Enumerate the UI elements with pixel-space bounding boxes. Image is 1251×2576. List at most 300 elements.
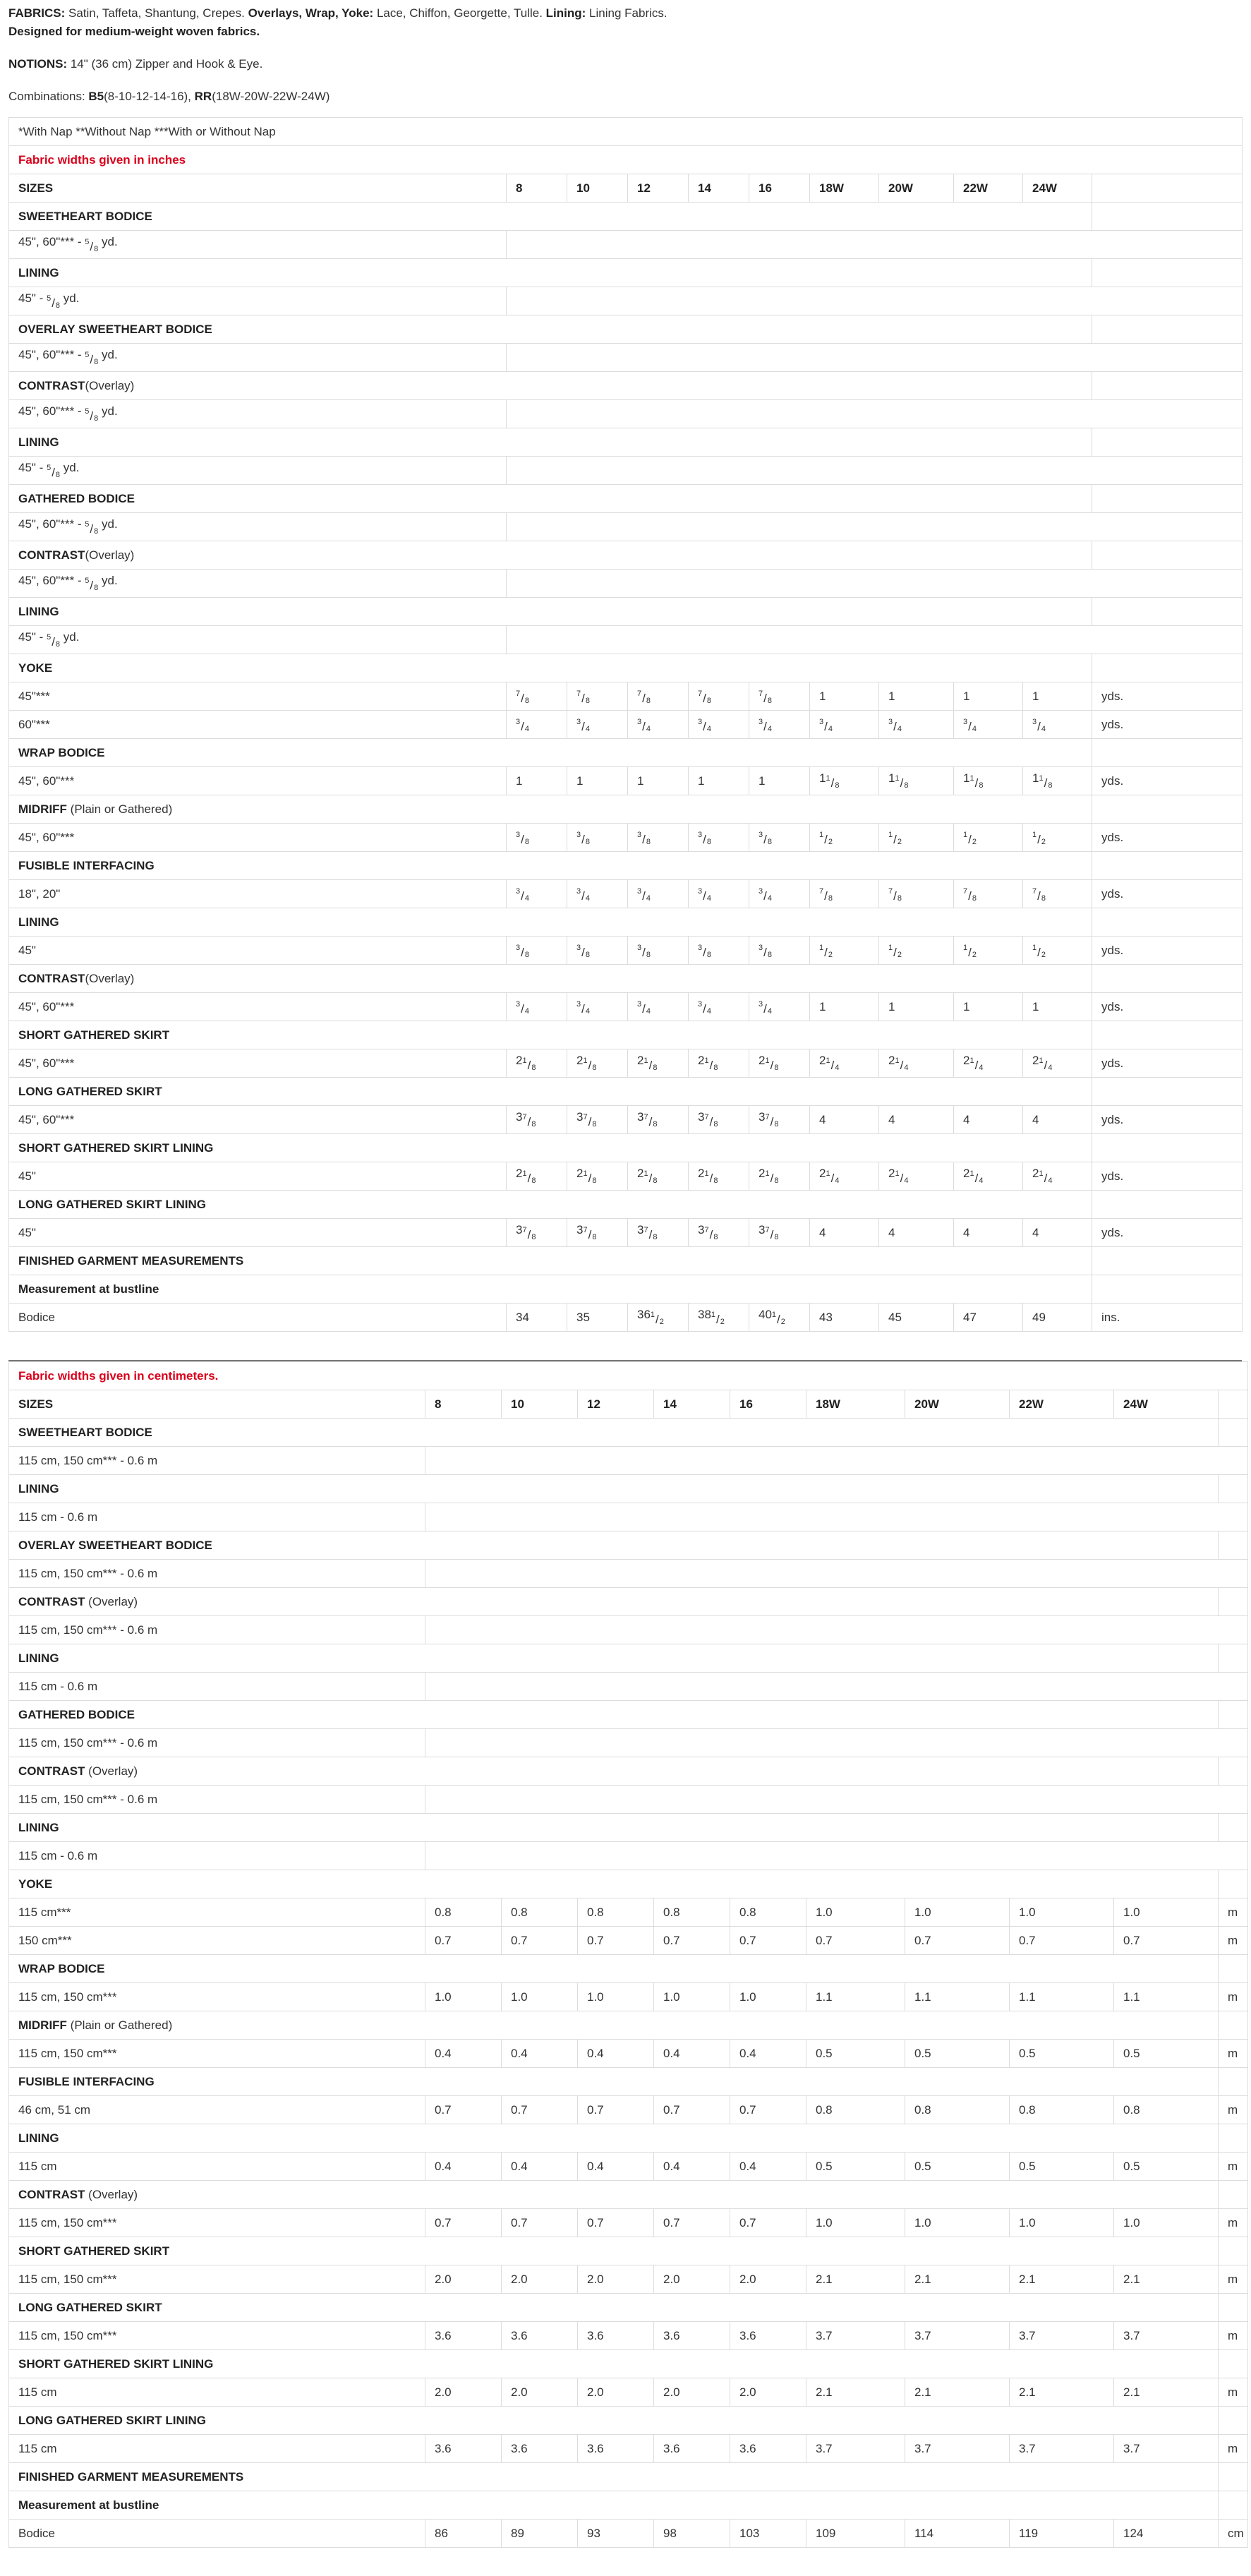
yardage-unit: yd. (60, 630, 80, 644)
yardage-label (9, 626, 507, 654)
section-spacer (1219, 1419, 1248, 1447)
fabric-width-label: 18", 20" (9, 880, 507, 908)
size-18w: 18W (810, 174, 879, 203)
yardage-value: 0.5 (905, 2040, 1010, 2068)
unit-label: yds. (1092, 937, 1243, 965)
yardage-value: 3.6 (425, 2435, 502, 2463)
yardage-fraction: $^5$ / $_8$ (47, 633, 61, 649)
section-heading (9, 1644, 1219, 1673)
yardage-value: 1.0 (806, 1898, 905, 1927)
section-label: SHORT GATHERED SKIRT LINING (18, 2357, 214, 2371)
yardage-label (9, 1447, 425, 1475)
yardage-value: 1 $^1$ / $_8$ (1023, 767, 1092, 795)
all-sizes-blank (425, 1842, 1248, 1870)
section-heading (9, 203, 1092, 231)
overlays-label: Overlays, Wrap, Yoke: (248, 6, 374, 20)
yardage-value: $^3$ / $_8$ (689, 937, 749, 965)
table-title: Fabric widths given in centimeters. (9, 1362, 1248, 1390)
section-note: (Overlay) (85, 378, 135, 392)
yardage-value: 124 (1114, 2520, 1219, 2548)
combination-rr: RR (194, 90, 212, 103)
yardage-value: 0.7 (905, 1927, 1010, 1955)
all-sizes-blank (507, 344, 1243, 372)
yardage-value: $^3$ / $_4$ (507, 711, 567, 739)
section-label: LONG GATHERED SKIRT (18, 1084, 162, 1098)
section-heading (9, 2124, 1219, 2153)
yardage-label (9, 1673, 425, 1701)
yardage-value: 1.0 (425, 1983, 502, 2011)
section-spacer (1092, 598, 1243, 626)
yardage-value: 89 (502, 2520, 578, 2548)
yardage-value: 1.0 (578, 1983, 654, 2011)
section-heading (9, 2181, 1219, 2209)
yardage-value: 109 (806, 2520, 905, 2548)
section-label: CONTRAST (18, 2187, 85, 2201)
combination-b5: B5 (88, 90, 104, 103)
yardage-value: 4 (810, 1219, 879, 1247)
size-14: 14 (689, 174, 749, 203)
yardage-value: 0.4 (425, 2153, 502, 2181)
fabric-width-label: 60"*** (9, 711, 507, 739)
section-spacer (1219, 2463, 1248, 2491)
section-spacer (1092, 852, 1243, 880)
section-heading (9, 1475, 1219, 1503)
yardage-value: 0.7 (1010, 1927, 1114, 1955)
unit-label: m (1219, 1927, 1248, 1955)
yardage-value: 3.7 (905, 2435, 1010, 2463)
section-spacer (1092, 1078, 1243, 1106)
section-label: LINING (18, 604, 59, 618)
combination-rr-sizes: (18W-20W-22W-24W) (212, 90, 330, 103)
yardage-value: 0.4 (578, 2153, 654, 2181)
section-spacer (1219, 2491, 1248, 2520)
section-spacer (1219, 2237, 1248, 2265)
yardage-value: 0.8 (502, 1898, 578, 1927)
yardage-value: $^3$ / $_4$ (954, 711, 1023, 739)
yardage-value: 1 (810, 682, 879, 711)
section-note: (Overlay) (85, 2187, 138, 2201)
yardage-value: 36 $^1$ / $_2$ (628, 1304, 689, 1332)
yardage-value: 1 (1023, 682, 1092, 711)
section-label: FUSIBLE INTERFACING (18, 858, 155, 872)
size-10: 10 (502, 1390, 578, 1419)
yardage-value: 1 $^1$ / $_8$ (810, 767, 879, 795)
yardage-value: $^3$ / $_4$ (749, 711, 810, 739)
yardage-value: 103 (730, 2520, 806, 2548)
yardage-value: 119 (1010, 2520, 1114, 2548)
yardage-value: 2 $^1$ / $_8$ (689, 1162, 749, 1191)
yardage-value: 3 $^7$ / $_8$ (507, 1219, 567, 1247)
yardage-value: 2 $^1$ / $_4$ (810, 1162, 879, 1191)
section-spacer (1092, 541, 1243, 570)
section-heading (9, 852, 1092, 880)
yardage-label (9, 1842, 425, 1870)
yardage-label (9, 1786, 425, 1814)
section-heading (9, 1531, 1219, 1560)
yardage-value: 3.6 (654, 2435, 730, 2463)
yardage-value: 1 (810, 993, 879, 1021)
yardage-value: 2.1 (1114, 2378, 1219, 2407)
nap-note: *With Nap **Without Nap ***With or Without Nap (9, 118, 1243, 146)
yardage-value: 2.0 (654, 2378, 730, 2407)
size-22w: 22W (954, 174, 1023, 203)
yardage-value: 1.0 (806, 2209, 905, 2237)
yardage-value: $^3$ / $_8$ (749, 937, 810, 965)
yardage-value: 2 $^1$ / $_4$ (879, 1049, 954, 1078)
all-sizes-blank (507, 287, 1243, 315)
section-heading (9, 2407, 1219, 2435)
size-12: 12 (578, 1390, 654, 1419)
section-note: (Plain or Gathered) (66, 802, 173, 816)
unit-label: yds. (1092, 1106, 1243, 1134)
yardage-value: 0.5 (806, 2040, 905, 2068)
unit-label: m (1219, 2265, 1248, 2294)
width-text: 115 cm, 150 cm*** - 0.6 m (18, 1453, 158, 1467)
size-24w: 24W (1114, 1390, 1219, 1419)
section-heading (9, 1870, 1219, 1898)
yardage-value: 2 $^1$ / $_4$ (1023, 1049, 1092, 1078)
size-8: 8 (507, 174, 567, 203)
section-heading (9, 1247, 1092, 1275)
yardage-value: $^7$ / $_8$ (689, 682, 749, 711)
section-label: SHORT GATHERED SKIRT (18, 1028, 170, 1042)
width-text: 45", 60"*** - (18, 574, 85, 587)
section-note: (Overlay) (85, 971, 135, 985)
section-label: LONG GATHERED SKIRT LINING (18, 2413, 207, 2427)
yardage-value: $^3$ / $_8$ (507, 824, 567, 852)
yardage-value: $^3$ / $_4$ (567, 711, 628, 739)
yardage-value: 2.0 (730, 2378, 806, 2407)
yardage-value: 0.4 (730, 2153, 806, 2181)
section-spacer (1092, 315, 1243, 344)
yardage-unit: yd. (98, 574, 118, 587)
section-label: FINISHED GARMENT MEASUREMENTS (18, 1253, 244, 1268)
yardage-value: 1.0 (1114, 2209, 1219, 2237)
fabric-width-label: 45", 60"*** (9, 993, 507, 1021)
section-label: OVERLAY SWEETHEART BODICE (18, 322, 212, 336)
yardage-value: 3.7 (806, 2435, 905, 2463)
section-spacer (1092, 1134, 1243, 1162)
yardage-value: 1.0 (1010, 1898, 1114, 1927)
section-heading (9, 1814, 1219, 1842)
section-heading (9, 1419, 1219, 1447)
section-spacer (1219, 2124, 1248, 2153)
yardage-value: 47 (954, 1304, 1023, 1332)
yardage-value: 1 (1023, 993, 1092, 1021)
fabric-width-label: 115 cm (9, 2378, 425, 2407)
yardage-value: 0.7 (425, 2209, 502, 2237)
section-spacer (1092, 908, 1243, 937)
yardage-value: 2.0 (425, 2265, 502, 2294)
yardage-value: 0.4 (502, 2153, 578, 2181)
yardage-value: 1.1 (905, 1983, 1010, 2011)
size-14: 14 (654, 1390, 730, 1419)
yardage-value: 2 $^1$ / $_8$ (567, 1162, 628, 1191)
yardage-value: 3.7 (1010, 2322, 1114, 2350)
yardage-value: $^3$ / $_4$ (689, 993, 749, 1021)
section-spacer (1219, 1701, 1248, 1729)
yardage-value: $^3$ / $_8$ (628, 937, 689, 965)
yardage-value: 1 (689, 767, 749, 795)
yardage-value: 1.0 (1010, 2209, 1114, 2237)
yardage-value: $^1$ / $_2$ (879, 937, 954, 965)
yardage-value: 0.8 (905, 2096, 1010, 2124)
fabric-width-label: 45", 60"*** (9, 824, 507, 852)
yardage-value: 0.5 (905, 2153, 1010, 2181)
yardage-label (9, 1503, 425, 1531)
width-text: 45", 60"*** - (18, 235, 85, 248)
width-text: 45" - (18, 630, 47, 644)
fabric-width-label: 115 cm, 150 cm*** (9, 1983, 425, 2011)
unit-label: m (1219, 2096, 1248, 2124)
section-label: Measurement at bustline (18, 1282, 159, 1296)
section-label: LINING (18, 1820, 59, 1834)
yardage-value: $^3$ / $_4$ (749, 880, 810, 908)
section-label: CONTRAST (18, 971, 85, 985)
yardage-value: 0.7 (502, 1927, 578, 1955)
section-spacer (1219, 1757, 1248, 1786)
section-heading (9, 1588, 1219, 1616)
yardage-unit: yd. (98, 348, 118, 361)
section-note: (Overlay) (85, 1594, 138, 1608)
section-label: LINING (18, 1481, 59, 1495)
fabric-width-label: 45" (9, 1219, 507, 1247)
yardage-value: 2.1 (905, 2378, 1010, 2407)
fabrics-line (8, 4, 1238, 23)
fabric-width-label: 45", 60"*** (9, 1106, 507, 1134)
yardage-value: 2.0 (654, 2265, 730, 2294)
section-note: (Plain or Gathered) (66, 2018, 173, 2032)
yardage-value: 0.7 (578, 2209, 654, 2237)
all-sizes-blank (507, 400, 1243, 428)
section-spacer (1219, 2407, 1248, 2435)
yardage-unit: yd. (98, 235, 118, 248)
section-label: CONTRAST (18, 1594, 85, 1608)
section-spacer (1219, 2350, 1248, 2378)
yardage-fraction: $^5$ / $_8$ (85, 351, 99, 366)
yardage-value: 49 (1023, 1304, 1092, 1332)
yardage-value: 3 $^7$ / $_8$ (567, 1219, 628, 1247)
yardage-value: 3.6 (654, 2322, 730, 2350)
width-text: 45", 60"*** - (18, 404, 85, 418)
section-spacer (1092, 795, 1243, 824)
yardage-value: 3 $^7$ / $_8$ (628, 1219, 689, 1247)
section-heading (9, 485, 1092, 513)
yardage-value: 3 $^7$ / $_8$ (567, 1106, 628, 1134)
yardage-value: 3.6 (730, 2322, 806, 2350)
section-heading (9, 739, 1092, 767)
intro-block (8, 4, 1238, 106)
yardage-value: 1.0 (905, 2209, 1010, 2237)
yardage-label (9, 457, 507, 485)
yardage-value: $^3$ / $_4$ (879, 711, 954, 739)
yardage-value: 4 (954, 1219, 1023, 1247)
yardage-value: 0.5 (1010, 2153, 1114, 2181)
width-text: 115 cm - 0.6 m (18, 1510, 98, 1524)
yardage-value: $^3$ / $_8$ (567, 937, 628, 965)
yardage-value: $^3$ / $_8$ (507, 937, 567, 965)
fabric-width-label: 45" (9, 1162, 507, 1191)
width-text: 45" - (18, 461, 47, 474)
yardage-fraction: $^5$ / $_8$ (85, 238, 99, 253)
all-sizes-blank (425, 1503, 1248, 1531)
yardage-value: 3.7 (905, 2322, 1010, 2350)
yardage-label (9, 1729, 425, 1757)
yardage-value: 2.0 (502, 2378, 578, 2407)
yardage-label (9, 1560, 425, 1588)
width-text: 115 cm - 0.6 m (18, 1679, 98, 1693)
fabric-width-label: 115 cm, 150 cm*** (9, 2322, 425, 2350)
yardage-value: $^1$ / $_2$ (879, 824, 954, 852)
yardage-fraction: $^5$ / $_8$ (47, 294, 61, 310)
yardage-value: 43 (810, 1304, 879, 1332)
yardage-value: 2 $^1$ / $_8$ (567, 1049, 628, 1078)
yardage-value: 2 $^1$ / $_4$ (954, 1049, 1023, 1078)
yardage-value: 3 $^7$ / $_8$ (749, 1106, 810, 1134)
unit-label: cm (1219, 2520, 1248, 2548)
yardage-value: 1.0 (654, 1983, 730, 2011)
yardage-value: $^3$ / $_4$ (689, 711, 749, 739)
yardage-value: 0.7 (806, 1927, 905, 1955)
yardage-value: 93 (578, 2520, 654, 2548)
inches-yardage-table (8, 117, 1243, 1332)
unit-header-blank (1092, 174, 1243, 203)
section-label: LINING (18, 915, 59, 929)
section-heading (9, 2068, 1219, 2096)
yardage-value: 1.0 (1114, 1898, 1219, 1927)
yardage-value: 114 (905, 2520, 1010, 2548)
yardage-value: $^3$ / $_4$ (507, 993, 567, 1021)
fabric-width-label: Bodice (9, 1304, 507, 1332)
section-label: SHORT GATHERED SKIRT LINING (18, 1140, 214, 1155)
unit-label: m (1219, 2322, 1248, 2350)
section-spacer (1219, 2294, 1248, 2322)
unit-label: m (1219, 2153, 1248, 2181)
yardage-value: 0.7 (654, 2209, 730, 2237)
yardage-value: $^3$ / $_4$ (810, 711, 879, 739)
yardage-value: 0.5 (1114, 2153, 1219, 2181)
yardage-value: 0.8 (578, 1898, 654, 1927)
unit-label: m (1219, 2378, 1248, 2407)
yardage-value: 1.1 (1114, 1983, 1219, 2011)
yardage-value: 0.8 (1114, 2096, 1219, 2124)
yardage-value: $^3$ / $_4$ (628, 711, 689, 739)
all-sizes-blank (425, 1673, 1248, 1701)
unit-label: ins. (1092, 1304, 1243, 1332)
yardage-value: 3.7 (1114, 2435, 1219, 2463)
size-18w: 18W (806, 1390, 905, 1419)
yardage-value: 1 $^1$ / $_8$ (954, 767, 1023, 795)
yardage-value: 1.0 (730, 1983, 806, 2011)
yardage-value: 2 $^1$ / $_8$ (507, 1162, 567, 1191)
yardage-fraction: $^5$ / $_8$ (85, 520, 99, 536)
fabric-width-label: 115 cm, 150 cm*** (9, 2265, 425, 2294)
yardage-label (9, 287, 507, 315)
all-sizes-blank (507, 513, 1243, 541)
section-label: MIDRIFF (18, 802, 67, 816)
section-label: OVERLAY SWEETHEART BODICE (18, 1538, 212, 1552)
section-label: FINISHED GARMENT MEASUREMENTS (18, 2469, 244, 2484)
section-spacer (1219, 1588, 1248, 1616)
section-heading (9, 2294, 1219, 2322)
section-label: CONTRAST (18, 548, 85, 562)
yardage-value: $^1$ / $_2$ (954, 824, 1023, 852)
width-text: 115 cm, 150 cm*** - 0.6 m (18, 1792, 158, 1806)
fabric-width-label: 115 cm (9, 2435, 425, 2463)
combinations-label: Combinations: (8, 90, 89, 103)
yardage-value: 3 $^7$ / $_8$ (628, 1106, 689, 1134)
notions-label: NOTIONS: (8, 57, 68, 71)
yardage-value: 2 $^1$ / $_4$ (954, 1162, 1023, 1191)
size-16: 16 (730, 1390, 806, 1419)
yardage-value: 2 $^1$ / $_8$ (507, 1049, 567, 1078)
section-spacer (1092, 1275, 1243, 1304)
yardage-value: 1 (507, 767, 567, 795)
section-spacer (1219, 1531, 1248, 1560)
yardage-value: 2 $^1$ / $_8$ (628, 1049, 689, 1078)
yardage-value: 0.7 (730, 1927, 806, 1955)
yardage-label (9, 1616, 425, 1644)
yardage-value: 34 (507, 1304, 567, 1332)
yardage-value: 0.8 (730, 1898, 806, 1927)
section-label: LONG GATHERED SKIRT LINING (18, 1197, 207, 1211)
yardage-value: 2.1 (1114, 2265, 1219, 2294)
yardage-value: $^7$ / $_8$ (810, 880, 879, 908)
yardage-value: $^7$ / $_8$ (879, 880, 954, 908)
yardage-value: 0.5 (806, 2153, 905, 2181)
section-heading (9, 2350, 1219, 2378)
yardage-value: 2.0 (578, 2378, 654, 2407)
sizes-header: SIZES (9, 174, 507, 203)
unit-header-blank (1219, 1390, 1248, 1419)
yardage-unit: yd. (98, 404, 118, 418)
yardage-value: 45 (879, 1304, 954, 1332)
section-heading (9, 1275, 1092, 1304)
fabric-width-label: 46 cm, 51 cm (9, 2096, 425, 2124)
section-label: SWEETHEART BODICE (18, 1425, 152, 1439)
yardage-value: $^1$ / $_2$ (1023, 824, 1092, 852)
yardage-value: 3 $^7$ / $_8$ (507, 1106, 567, 1134)
section-label: CONTRAST (18, 1764, 85, 1778)
section-spacer (1219, 1814, 1248, 1842)
yardage-value: 2 $^1$ / $_4$ (810, 1049, 879, 1078)
section-heading (9, 908, 1092, 937)
yardage-value: 0.7 (654, 1927, 730, 1955)
yardage-value: $^3$ / $_8$ (628, 824, 689, 852)
yardage-value: 1 (567, 767, 628, 795)
unit-label: m (1219, 2209, 1248, 2237)
yardage-value: 0.4 (578, 2040, 654, 2068)
fabric-width-label: 115 cm*** (9, 1898, 425, 1927)
yardage-value: 2.1 (1010, 2378, 1114, 2407)
yardage-value: 4 (810, 1106, 879, 1134)
fabric-width-label: 115 cm, 150 cm*** (9, 2040, 425, 2068)
sizes-header: SIZES (9, 1390, 425, 1419)
all-sizes-blank (507, 626, 1243, 654)
section-heading (9, 2491, 1219, 2520)
fabric-width-label: 45", 60"*** (9, 1049, 507, 1078)
yardage-value: $^3$ / $_8$ (749, 824, 810, 852)
section-heading (9, 428, 1092, 457)
yardage-value: $^7$ / $_8$ (1023, 880, 1092, 908)
section-heading (9, 598, 1092, 626)
size-24w: 24W (1023, 174, 1092, 203)
fabrics-label: FABRICS: (8, 6, 66, 20)
yardage-value: 2.0 (425, 2378, 502, 2407)
yardage-value: $^3$ / $_4$ (749, 993, 810, 1021)
yardage-value: 3.6 (730, 2435, 806, 2463)
combinations-line (8, 88, 1238, 106)
